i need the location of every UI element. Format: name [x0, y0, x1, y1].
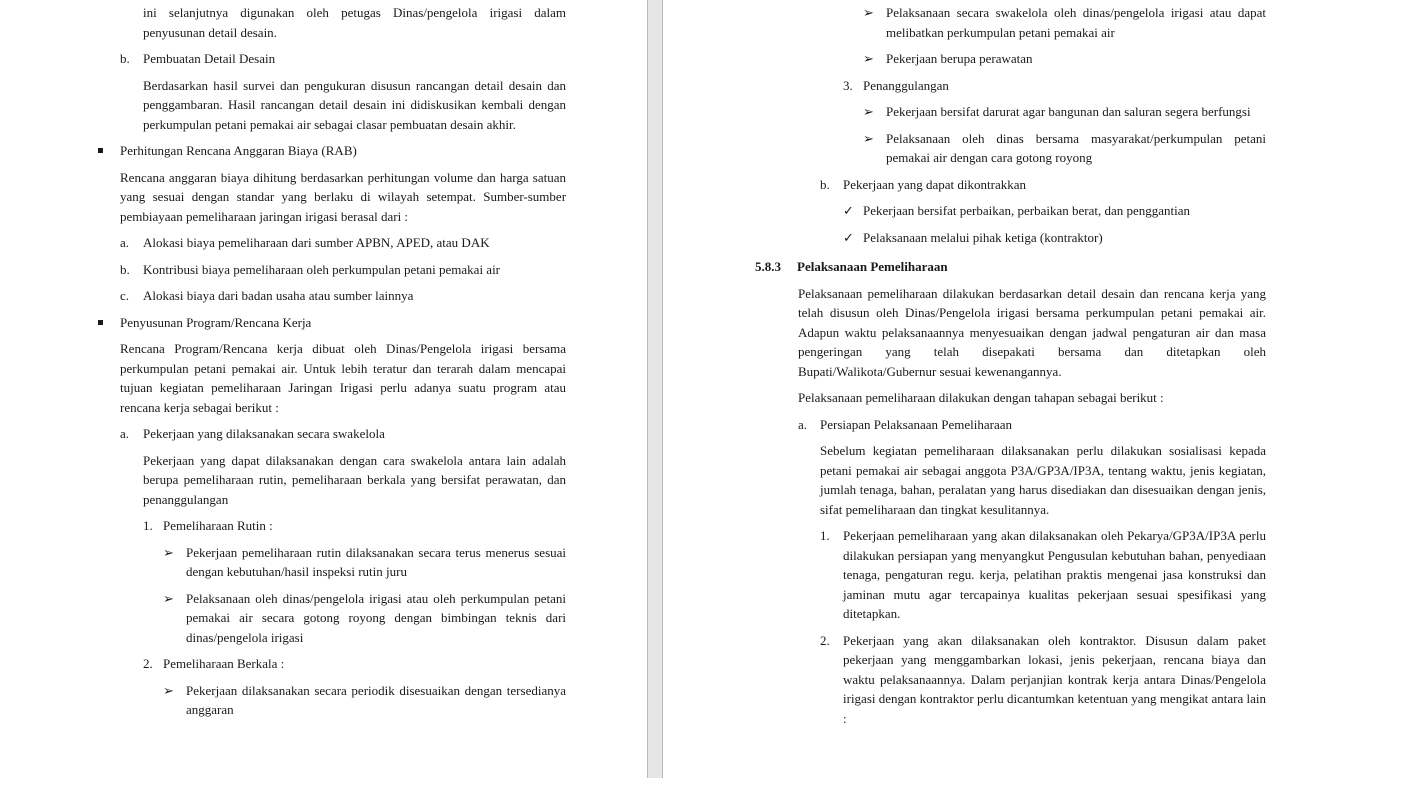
arrow-bullet-line: Pekerjaan berupa perawatan: [886, 51, 1033, 66]
arrow-bullet-item: [96, 681, 566, 720]
tahapan-line: [755, 388, 1266, 408]
list-item-text: [863, 76, 1266, 96]
numbered-item-title: Penanggulangan: [863, 77, 949, 93]
numbered-paragraph-line: agar tercapainya kualitas pekerjaan sesuai spesifikasi yang ditetapkan.: [843, 586, 1266, 621]
list-marker-column: [163, 543, 186, 563]
list-marker-column: [163, 681, 186, 701]
check-item-row: [755, 201, 1266, 221]
arrow-bullet-line: Pelaksanaan oleh dinas bersama masyarakat/perkumpulan: [886, 130, 1223, 146]
arrow-bullet-icon: ➢: [863, 104, 874, 119]
list-item-text: [143, 233, 566, 253]
arrow-bullet-line: Pekerjaan bersifat darurat agar bangunan dan saluran segera: [886, 104, 1199, 119]
intro-paragraph: [96, 3, 566, 42]
list-marker-column: [820, 175, 843, 195]
list-item-text: [886, 102, 1266, 122]
arrow-bullet-line: menerus sesuai dengan kebutuhan/hasil inspeksi rutin juru: [186, 544, 567, 579]
swakelola-paragraph: [96, 451, 566, 510]
list-marker-column: [863, 3, 886, 23]
numbered-paragraph-line: antara Dinas/Pengelola irigasi dengan kontraktor perlu dicantumkan: [843, 671, 1266, 706]
list-marker: a.: [120, 426, 130, 441]
arrow-bullet-line: Pekerjaan pemeliharaan rutin dilaksanakan secara terus: [186, 544, 481, 560]
paragraph-line: Pelaksanaan pemeliharaan dilakukan berdasarkan detail desain dan rencana: [798, 285, 1205, 301]
list-item-text: [163, 516, 566, 536]
list-marker: b.: [120, 261, 130, 277]
funding-source-row: [96, 260, 566, 280]
list-marker: 2.: [143, 656, 153, 671]
paragraph-line: Berdasarkan hasil survei dan pengukuran disusun rancangan detail: [143, 77, 504, 93]
numbered-paragraph-line: Pekarya/GP3A/IP3A perlu dilakukan persiapan yang menyangkut: [843, 528, 1266, 563]
list-marker-column: [843, 201, 863, 221]
paragraph-line: waktu, jenis kegiatan, jumlah tenaga, bahan, peralatan yang harus: [820, 462, 1266, 497]
square-bullet-icon: [98, 320, 103, 325]
list-item-text: [843, 631, 1266, 729]
list-marker-column: [863, 129, 886, 149]
list-marker: b.: [820, 176, 830, 192]
list-marker-column: [163, 589, 186, 609]
bullet-item-rab: [96, 141, 566, 161]
arrow-bullet-icon: ➢: [163, 682, 174, 698]
list-item-text: [843, 175, 1266, 195]
checkmark-icon: ✓: [843, 203, 854, 218]
list-item-title: Persiapan Pelaksanaan Pemeliharaan: [820, 416, 1013, 432]
arrow-bullet-icon: ➢: [163, 590, 174, 606]
list-item-title: Pekerjaan yang dapat dikontrakkan: [843, 176, 1027, 192]
numbered-item-title: Pemeliharaan Berkala :: [163, 656, 285, 671]
bullet-item-program: [96, 313, 566, 333]
persiapan-paragraph: [755, 441, 1266, 519]
section-number-column: [755, 257, 797, 277]
arrow-bullet-line: tersedianya anggaran: [186, 682, 566, 717]
funding-source-item: Alokasi biaya pemeliharaan dari sumber APBN, APED, atau DAK: [143, 235, 490, 250]
check-item: Pekerjaan bersifat perbaikan, perbaikan berat, dan penggantian: [863, 203, 1191, 218]
numbered-paragraph-line: Pekerjaan yang akan dilaksanakan oleh kontraktor. Disusun dalam: [843, 632, 1229, 648]
numbered-item-rutin: [96, 516, 566, 536]
paragraph-line: adanya suatu program atau rencana kerja sebagai berikut :: [120, 380, 566, 415]
paragraph-line: bersama perkumpulan petani pemakai air. Untuk lebih teratur dan terarah: [120, 341, 566, 376]
paragraph-line: kepada petani pemakai air sebagai anggota P3A/GP3A/IP3A, tentang: [820, 443, 1266, 478]
list-marker: a.: [120, 235, 130, 250]
list-marker-column: [863, 49, 886, 69]
paragraph-line: disediakan dan disesuaikan dengan jenis, sifat pemeliharaan dan tingkat: [820, 482, 1267, 517]
arrow-bullet-line: bimbingan teknis dari dinas/pengelola irigasi: [186, 610, 567, 645]
bullet-item-text: [120, 313, 566, 333]
list-item-text: [163, 654, 566, 674]
list-item-text: [186, 543, 566, 582]
paragraph-line: berasal dari :: [340, 208, 409, 224]
arrow-bullet-icon: ➢: [863, 130, 874, 146]
arrow-bullet-line: berfungsi: [1201, 104, 1251, 119]
numbered-paragraph-line: paket pekerjaan yang menggambarkan lokasi, jenis pekerjaan, rencana: [843, 632, 1267, 667]
left-page-text-column: [96, 3, 566, 727]
paragraph-line: petani pemakai air. Adapun waktu pelaksanaannya menyesuaikan dengan: [798, 305, 1267, 340]
arrow-bullet-item: [755, 102, 1266, 122]
paragraph-line: desain dan penggambaran. Hasil rancangan detail desain ini: [143, 77, 567, 112]
numbered-paragraph-line: Pengusulan kebutuhan bahan, penyediaan tenaga, pengaturan regu.: [843, 547, 1267, 582]
list-marker-column: [143, 654, 163, 674]
detail-desain-paragraph: [96, 76, 566, 135]
section-heading-row: [755, 257, 1266, 277]
list-marker-column: [820, 631, 843, 651]
list-marker-column: [843, 228, 863, 248]
list-marker-column: [820, 526, 843, 546]
arrow-bullet-item: [755, 129, 1266, 168]
list-marker: a.: [798, 416, 808, 432]
square-bullet-icon: [98, 148, 103, 153]
paragraph-line: Pekerjaan yang dapat dilaksanakan dengan cara swakelola antara lain: [143, 452, 527, 468]
list-item-title: Pembuatan Detail Desain: [143, 51, 276, 66]
program-paragraph: [96, 339, 566, 417]
paragraph-line: Rencana Program/Rencana kerja dibuat oleh Dinas/Pengelola irigasi: [120, 341, 514, 356]
list-marker-column: [120, 233, 143, 253]
section-paragraph: [755, 284, 1266, 382]
numbered-item-berkala: [96, 654, 566, 674]
arrow-bullet-icon: ➢: [863, 5, 874, 20]
paragraph-line: ini selanjutnya digunakan oleh petugas Dinas/pengelola irigasi dalam: [143, 5, 566, 20]
numbered-paragraph-line: Pekerjaan pemeliharaan yang akan dilaksanakan oleh: [843, 528, 1124, 543]
numbered-paragraph-item: [755, 526, 1266, 624]
paragraph-line: adalah berupa pemeliharaan rutin, pemeliharaan berkala yang bersifat: [143, 452, 566, 487]
list-item-text: [886, 3, 1266, 42]
list-item-text: [186, 589, 566, 648]
page-gutter: [647, 0, 663, 778]
list-item-text: [863, 201, 1266, 221]
bullet-item-title: Penyusunan Program/Rencana Kerja: [120, 314, 312, 330]
check-item: Pelaksanaan melalui pihak ketiga (kontraktor): [863, 229, 1103, 245]
paragraph-line: dalam mencapai tujuan kegiatan pemeliharaan Jaringan Irigasi perlu: [120, 360, 567, 395]
list-item-detail-desain: [96, 49, 566, 69]
list-item-kontrak: [755, 175, 1266, 195]
paragraph-line: kesulitannya.: [980, 501, 1050, 517]
list-marker: 2.: [820, 632, 830, 648]
section-heading-text: [797, 257, 1266, 277]
funding-source-item: Alokasi biaya dari badan usaha atau sumber lainnya: [143, 288, 414, 303]
list-marker-column: [120, 424, 143, 444]
paragraph-line: setempat. Sumber-sumber pembiayaan pemeliharaan jaringan irigasi: [120, 189, 567, 224]
list-marker-column: [120, 49, 143, 69]
list-item-text: [820, 415, 1266, 435]
rab-paragraph: [96, 168, 566, 227]
paragraph-line: Sebelum kegiatan pemeliharaan dilaksanakan perlu dilakukan sosialisasi: [820, 443, 1222, 458]
arrow-bullet-item: [755, 49, 1266, 69]
list-item-text: [143, 286, 566, 306]
arrow-bullet-item: [96, 589, 566, 648]
list-marker: b.: [120, 51, 130, 66]
arrow-bullet-icon: ➢: [163, 544, 174, 560]
square-bullet-column: [96, 141, 120, 161]
list-item-persiapan: [755, 415, 1266, 435]
arrow-bullet-line: perkumpulan petani pemakai air secara gotong royong dengan: [186, 590, 566, 625]
bullet-item-text: [120, 141, 566, 161]
arrow-bullet-line: Pelaksanaan secara swakelola oleh dinas/pengelola irigasi atau: [886, 5, 1232, 20]
numbered-paragraph-line: biaya dan waktu pelaksanaannya. Dalam perjanjian kontrak kerja: [843, 652, 1266, 687]
check-item-row: [755, 228, 1266, 248]
paragraph-line: dan ditetapkan oleh Bupati/Walikota/Gubernur sesuai kewenangannya.: [798, 344, 1266, 379]
list-item-text: [886, 49, 1266, 69]
arrow-bullet-line: petani pemakai air dengan cara gotong royong: [886, 130, 1266, 165]
list-marker-column: [863, 102, 886, 122]
list-marker: c.: [120, 288, 130, 303]
arrow-bullet-icon: ➢: [863, 51, 874, 66]
section-heading: Pelaksanaan Pemeliharaan: [797, 259, 948, 274]
list-marker-column: [143, 516, 163, 536]
list-marker-column: [798, 415, 820, 435]
list-marker-column: [120, 260, 143, 280]
list-marker-column: [120, 286, 143, 306]
list-marker-column: [843, 76, 863, 96]
list-marker: 3.: [843, 77, 853, 93]
checkmark-icon: ✓: [843, 229, 854, 245]
list-item-text: [886, 129, 1266, 168]
list-item-swakelola: [96, 424, 566, 444]
paragraph-line: didiskusikan kembali dengan perkumpulan petani pemakai air sebagai: [143, 97, 567, 132]
numbered-item-title: Pemeliharaan Rutin :: [163, 518, 273, 533]
bullet-item-title: Perhitungan Rencana Anggaran Biaya (RAB): [120, 143, 357, 158]
paragraph-line: Rencana anggaran biaya dihitung berdasarkan perhitungan volume dan: [120, 169, 496, 185]
arrow-bullet-line: dapat melibatkan perkumpulan petani pemakai air: [886, 5, 1266, 40]
list-item-text: [186, 681, 566, 720]
paragraph-line: kerja yang telah disusun oleh Dinas/Pengelola irigasi bersama perkumpulan: [798, 285, 1267, 320]
paragraph-line: penyusunan detail desain.: [143, 24, 277, 40]
arrow-bullet-item: [96, 543, 566, 582]
arrow-bullet-line: Pekerjaan dilaksanakan secara periodik disesuaikan dengan: [186, 682, 503, 698]
numbered-paragraph-line: ketentuan yang mengikat antara lain :: [843, 691, 1266, 726]
paragraph-line: harga satuan yang sesuai dengan standar yang berlaku di wilayah: [120, 169, 567, 204]
funding-source-row: [96, 233, 566, 253]
numbered-paragraph-line: kerja, pelatihan praktis mengenai jasa konstruksi dan jaminan mutu: [843, 567, 1267, 602]
paragraph-line: jadwal pengaturan air dan masa pengeringan yang telah disepakati bersama: [798, 324, 1267, 359]
list-marker: 1.: [820, 528, 830, 543]
tahapan-line-text: Pelaksanaan pemeliharaan dilakukan dengan tahapan sebagai berikut :: [798, 390, 1164, 405]
list-item-title: Pekerjaan yang dilaksanakan secara swakelola: [143, 426, 385, 441]
list-item-text: [143, 260, 566, 280]
paragraph-line: perawatan, dan penanggulangan: [143, 472, 567, 507]
arrow-bullet-line: Pelaksanaan oleh dinas/pengelola irigasi atau oleh: [186, 590, 456, 606]
list-item-text: [863, 228, 1266, 248]
funding-source-item: Kontribusi biaya pemeliharaan oleh perkumpulan petani pemakai air: [143, 261, 501, 277]
list-item-text: [143, 424, 566, 444]
arrow-bullet-item: [755, 3, 1266, 42]
section-number: 5.8.3: [755, 259, 781, 274]
list-item-text: [143, 49, 566, 69]
list-item-text: [843, 526, 1266, 624]
numbered-paragraph-item: [755, 631, 1266, 729]
numbered-item-penanggulangan: [755, 76, 1266, 96]
square-bullet-column: [96, 313, 120, 333]
list-marker: 1.: [143, 518, 153, 533]
paragraph-line: clasar pembuatan desain akhir.: [356, 116, 516, 132]
right-page-text-column: [755, 3, 1266, 735]
funding-source-row: [96, 286, 566, 306]
